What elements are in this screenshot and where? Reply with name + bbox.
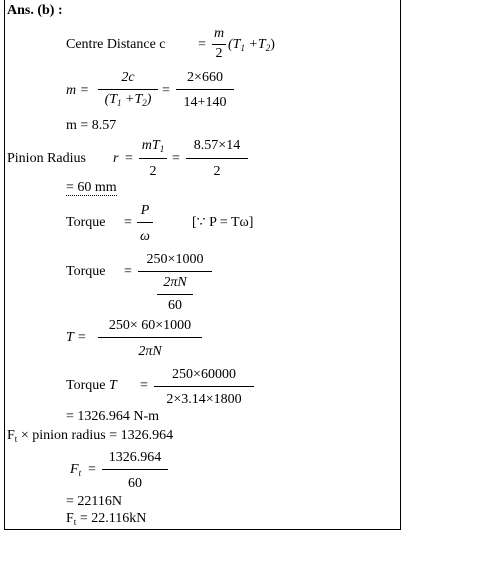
m-num2: 2×660 [187,70,223,85]
m-fraction-bar-2 [176,89,234,90]
m-value: m = 8.57 [66,118,117,133]
torque-fraction-bar-3 [154,386,254,387]
torque-note: [∵ P = Tω] [192,215,254,230]
m-eq2: = [162,83,170,98]
t-num: 250× 60×1000 [108,318,192,333]
torque-inner-den: 60 [168,298,182,313]
centre-distance-terms: $(T_1 +T_2)$ [228,37,275,53]
torque-label-3: Torque T [66,378,117,393]
torque-fraction-bar-2 [138,271,212,272]
pinion-radius-label: Pinion Radius [7,151,86,166]
pinion-radius-den1: 2 [149,164,157,179]
ft-den: 60 [128,476,142,491]
centre-distance-num: m [213,26,225,41]
m-den2: 14+140 [183,95,227,110]
torque-inner-fraction-bar [157,294,193,295]
ft-value-kn: $F_t = 22.116kN$ [66,511,147,527]
t-fraction-bar [98,337,202,338]
torque-eq-2: = [124,264,132,279]
m-num: 2c [121,70,135,85]
ft-eq: = [88,462,96,477]
centre-distance-fraction-bar [212,44,226,45]
pinion-radius-eq2: = [172,151,180,166]
torque-den-omega: ω [140,229,150,244]
torque-label-1: Torque [66,215,106,230]
torque-inner-num: 2πN [163,275,187,290]
radius-value: = 60 mm [66,180,117,195]
pinion-radius-fraction-bar-1 [139,158,167,159]
torque-label-2: Torque [66,264,106,279]
ft-lhs: $F_t$ [70,462,82,478]
pinion-radius-fraction-bar-2 [186,158,248,159]
pinion-radius-eq1: = [125,151,133,166]
t-den: 2πN [138,344,162,359]
ft-value-n: = 22116N [66,494,122,509]
centre-distance-eq: = [198,37,206,52]
torque-num-3: 250×60000 [172,367,236,382]
torque-num-p: P [140,203,150,218]
torque-value: = 1326.964 N-m [66,409,160,424]
torque-eq-1: = [124,215,132,230]
ft-num: 1326.964 [108,450,162,465]
pinion-radius-num1: $mT_1$ [141,138,165,154]
m-fraction-bar [98,89,158,90]
torque-eq-3: = [140,378,148,393]
m-den: $(T_1 +T_2)$ [104,92,152,108]
centre-distance-label: Centre Distance c [66,37,166,52]
t-lhs: T = [66,330,87,345]
torque-num-2: 250×1000 [146,252,204,267]
ft-fraction-bar [102,469,168,470]
torque-fraction-bar-1 [137,222,153,223]
force-radius-line: $F_t$ × pinion radius = 1326.964 [7,428,174,444]
pinion-radius-r: r [113,151,119,166]
torque-den-3: 2×3.14×1800 [166,392,242,407]
pinion-radius-den2: 2 [213,164,221,179]
answer-heading: Ans. (b) : [7,3,63,18]
centre-distance-den: 2 [215,46,223,61]
m-lhs: m = [66,83,90,98]
pinion-radius-num2: 8.57×14 [193,138,241,153]
